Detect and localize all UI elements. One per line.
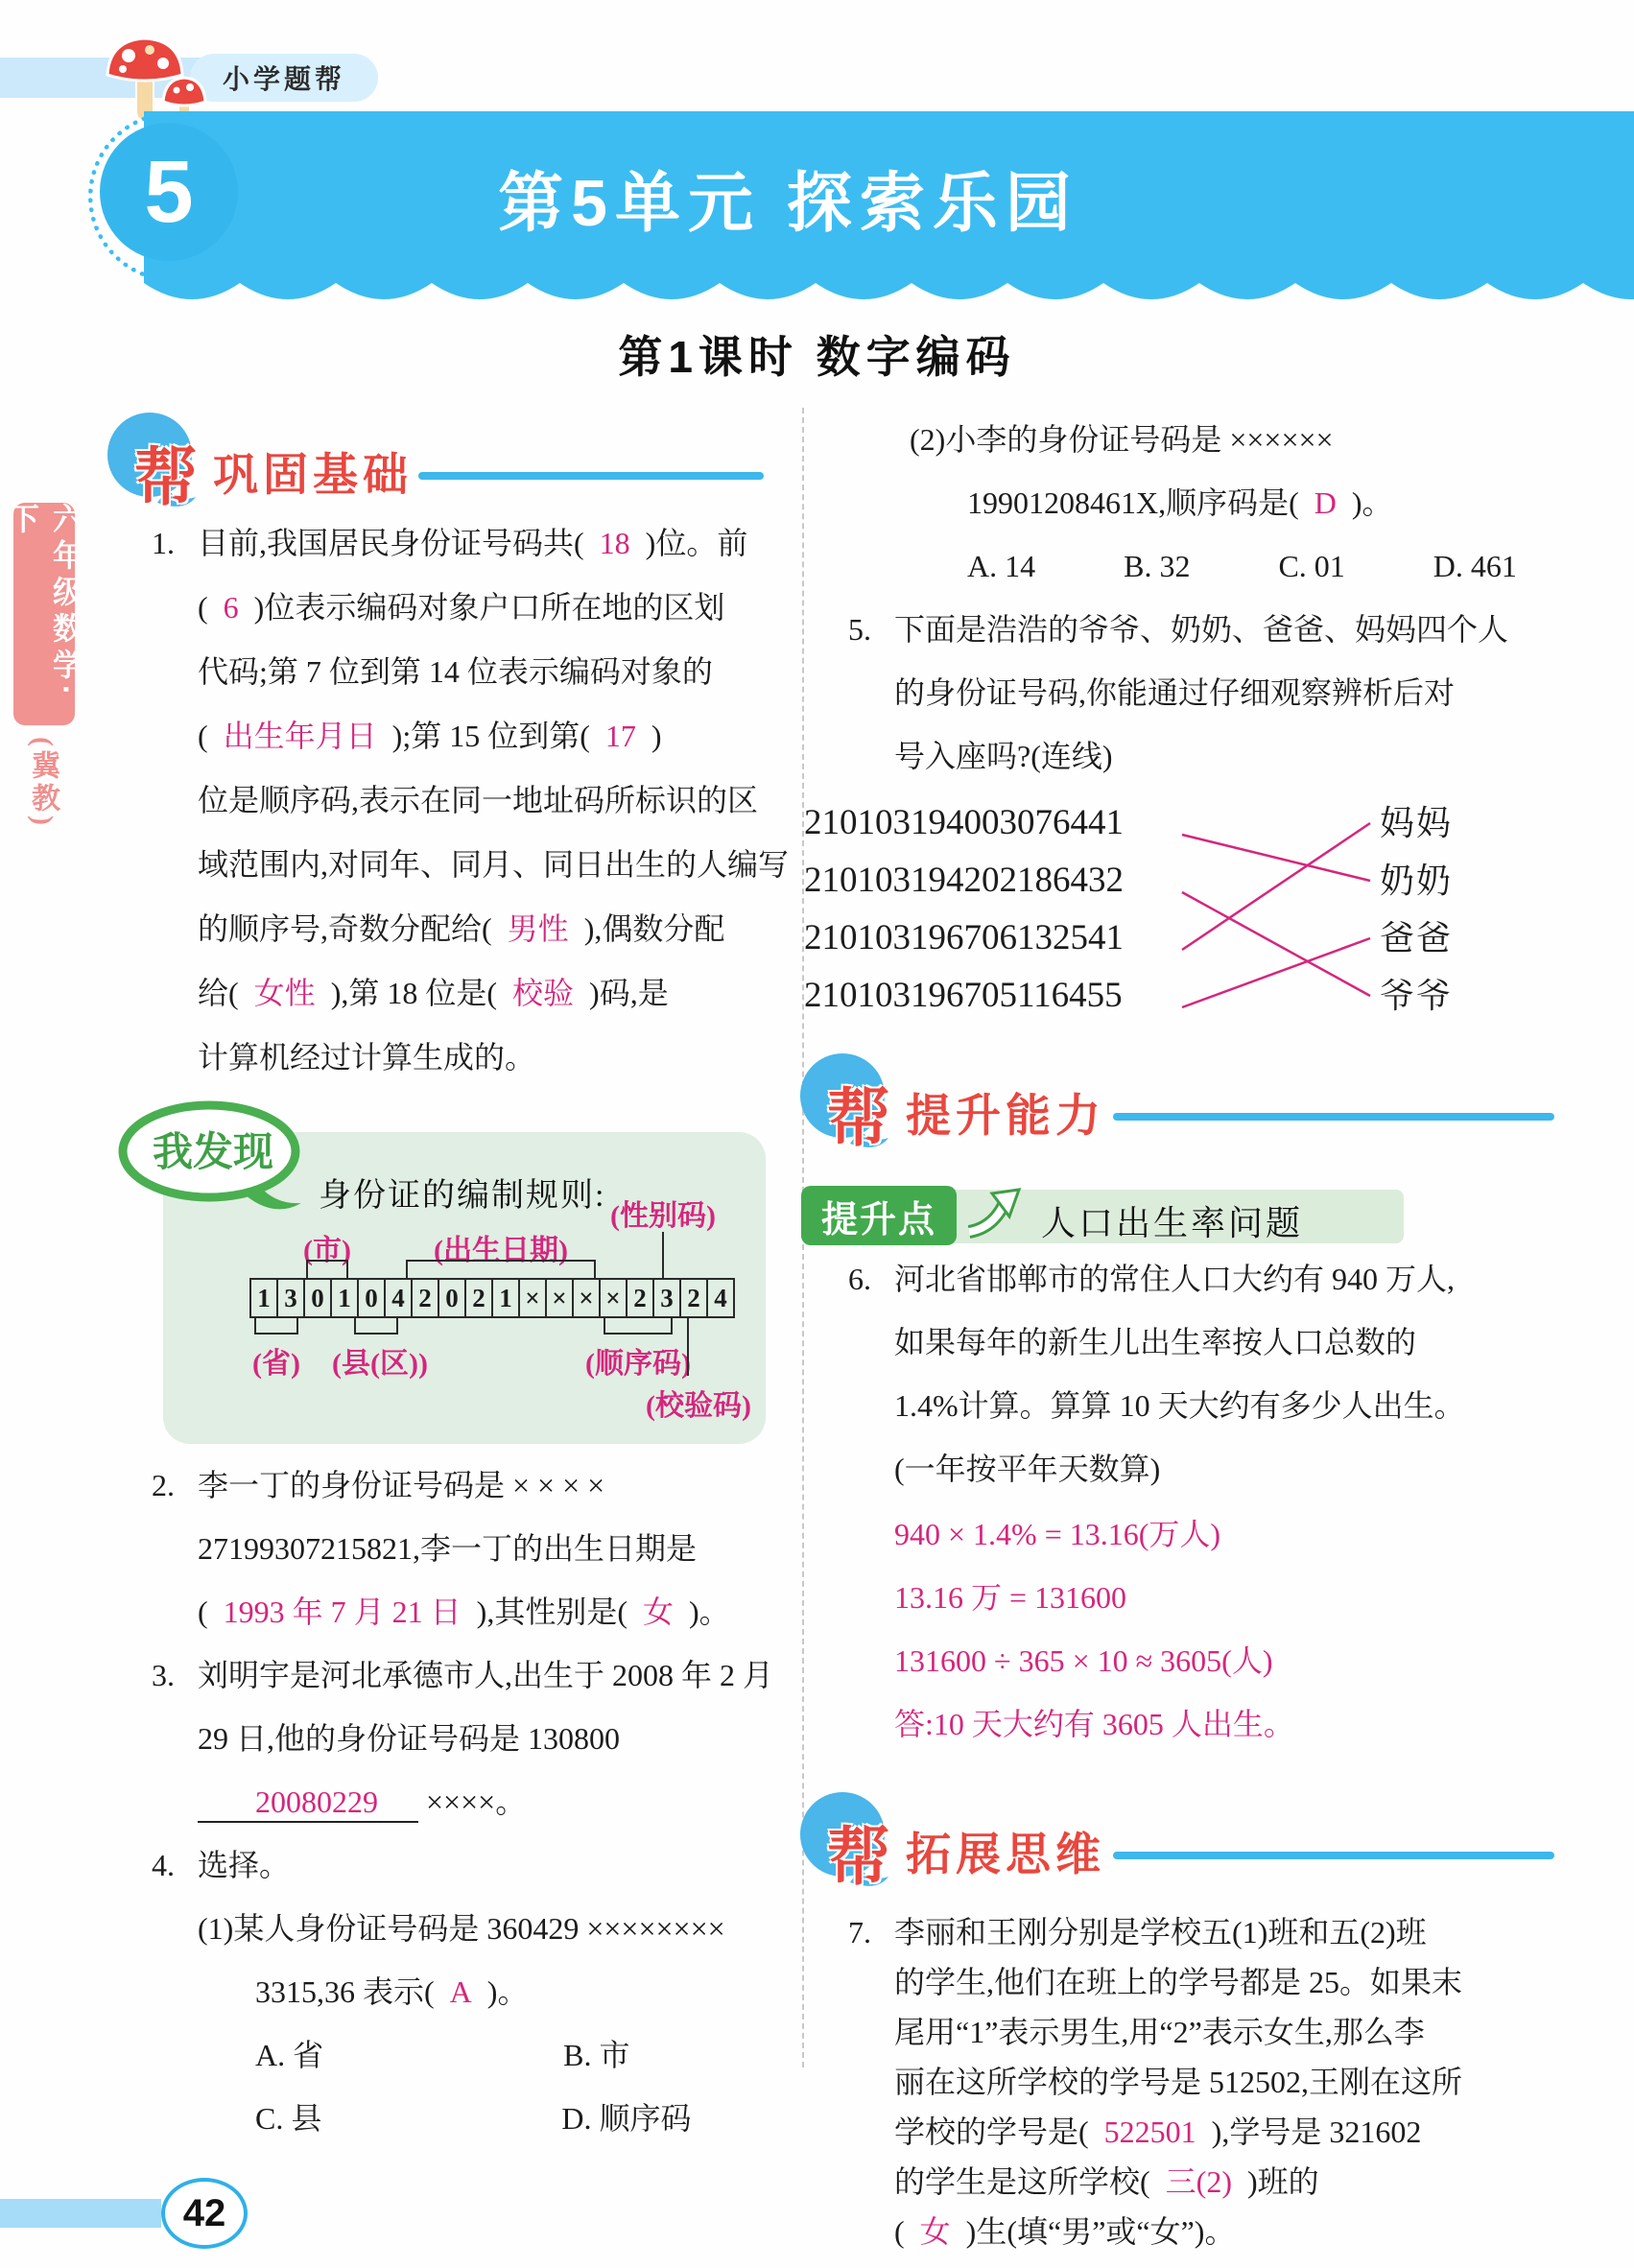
text-line: 1.4%计算。算算 10 天大约有多少人出生。 xyxy=(894,1388,1465,1423)
id-digit-cell: 2 xyxy=(411,1278,439,1318)
section3-badge: 帮 xyxy=(827,1821,890,1892)
question-5 xyxy=(848,598,1604,788)
id-digit-cell: × xyxy=(599,1278,628,1318)
id-digit-cell: 2 xyxy=(626,1278,654,1318)
question-6 xyxy=(848,1247,1604,1500)
id-digit-cell: 3 xyxy=(276,1278,305,1318)
label-check-code: (校验码) xyxy=(646,1390,751,1422)
footer-strip xyxy=(0,2199,161,2228)
label-county: (县(区)) xyxy=(332,1348,428,1380)
list-item: 210103196706132541 xyxy=(804,918,1124,957)
id-digit-cell: × xyxy=(545,1278,574,1318)
sidebar-grade-label: 六年级数学·下 xyxy=(5,503,83,701)
text-line: 1. 目前,我国居民身份证号码共( 18 )位。前 xyxy=(152,526,748,560)
page-number-badge xyxy=(161,2178,248,2249)
question-4 xyxy=(152,1833,831,2150)
text-line: (一年按平年天数算) xyxy=(894,1452,1161,1486)
banner-wave-edge-icon xyxy=(144,272,1634,310)
boost-tag-label: 提升点 xyxy=(820,1199,936,1240)
question-3 xyxy=(152,1643,831,1833)
text-line: 131600 ÷ 365 × 10 ≈ 3605(人) xyxy=(894,1643,1273,1678)
text-line: 的顺序号,奇数分配给( 男性 ),偶数分配 xyxy=(198,911,725,946)
text-line: 答:10 天大约有 3605 人出生。 xyxy=(894,1707,1294,1741)
question-4-part2 xyxy=(864,408,1620,598)
text-line: C. 县 D. 顺序码 xyxy=(255,2101,692,2136)
id-digit-cell: 4 xyxy=(384,1278,413,1318)
text-line: ( 1993 年 7 月 21 日 ),其性别是( 女 )。 xyxy=(198,1595,730,1629)
sidebar-edition-label: (冀教) xyxy=(27,737,59,829)
lesson-title: 第1课时 数字编码 xyxy=(618,332,1016,382)
text-line: 20080229 ××××。 xyxy=(198,1770,831,1833)
section2-badge: 帮 xyxy=(827,1082,890,1153)
q5-id-list xyxy=(804,794,1124,1025)
text-line: 7. 李丽和王刚分别是学校五(1)班和五(2)班 xyxy=(848,1915,1427,1949)
id-digit-cell: × xyxy=(518,1278,547,1318)
text-line: 2. 李一丁的身份证号码是 × × × × xyxy=(152,1468,605,1502)
text-line: 19901208461X,顺序码是( D )。 xyxy=(967,485,1393,520)
text-line: 位是顺序码,表示在同一地址码所标识的区 xyxy=(198,783,759,817)
text-line: 的身份证号码,你能通过仔细观察辨析后对 xyxy=(894,675,1456,710)
arrow-icon xyxy=(959,1184,1027,1245)
id-digit-cell: 1 xyxy=(249,1278,278,1318)
brand-pill xyxy=(190,54,378,102)
label-serial-code: (顺序码) xyxy=(585,1348,691,1380)
text-line: 4. 选择。 xyxy=(152,1848,291,1882)
text-line: 如果每年的新生儿出生率按人口总数的 xyxy=(894,1325,1417,1359)
discover-bubble-label: 我发现 xyxy=(152,1129,273,1174)
text-line: (1)某人身份证号码是 360429 ×××××××× xyxy=(198,1911,725,1946)
boost-tag xyxy=(801,1186,957,1245)
text-line: 940 × 1.4% = 13.16(万人) xyxy=(894,1517,1221,1551)
question-6-solution xyxy=(848,1502,1604,1756)
text-line: 5. 下面是浩浩的爷爷、奶奶、爸爸、妈妈四个人 xyxy=(848,612,1509,647)
section1-underline xyxy=(418,472,764,480)
text-line: 丽在这所学校的学号是 512502,王刚在这所 xyxy=(894,2065,1463,2099)
section1-badge: 帮 xyxy=(134,441,198,512)
id-digit-cell: 4 xyxy=(706,1278,735,1318)
text-line: 13.16 万 = 131600 xyxy=(894,1580,1127,1615)
section3-underline xyxy=(1113,1852,1554,1859)
id-digit-cell: 1 xyxy=(491,1278,520,1318)
text-line: 6. 河北省邯郸市的常住人口大约有 940 万人, xyxy=(848,1262,1456,1296)
id-digit-cell: × xyxy=(572,1278,601,1318)
section1-title: 巩固基础 xyxy=(213,449,413,500)
text-line: 3. 刘明宇是河北承德市人,出生于 2008 年 2 月 xyxy=(152,1658,774,1692)
discover-caption: 身份证的编制规则: xyxy=(319,1178,606,1214)
text-line: A. 14 B. 32 C. 01 D. 461 xyxy=(967,549,1517,583)
text-line: 号入座吗?(连线) xyxy=(894,739,1113,773)
text-line: ( 女 )生(填“男”或“女”)。 xyxy=(894,2214,1236,2249)
list-item: 210103194202186432 xyxy=(804,861,1124,900)
id-digit-cell: 0 xyxy=(438,1278,466,1318)
unit-banner-title: 第5单元 探索乐园 xyxy=(498,167,1078,240)
text-line: 域范围内,对同年、同月、同日出生的人编写 xyxy=(198,847,790,882)
list-item: 爸爸 xyxy=(1380,919,1454,957)
brand-label: 小学题帮 xyxy=(222,64,345,94)
id-digit-cell: 0 xyxy=(357,1278,386,1318)
text-line: A. 省 B. 市 xyxy=(255,2038,630,2072)
list-item: 210103196705116455 xyxy=(804,976,1123,1015)
text-line: 给( 女性 ),第 18 位是( 校验 )码,是 xyxy=(198,976,669,1010)
sidebar-grade-tab xyxy=(5,503,83,725)
text-line: 27199307215821,李一丁的出生日期是 xyxy=(198,1531,698,1566)
boost-topic-label: 人口出生率问题 xyxy=(1041,1204,1304,1242)
id-digit-cell: 1 xyxy=(330,1278,359,1318)
text-line: 的学生,他们在班上的学号都是 25。如果末 xyxy=(894,1965,1463,1999)
text-line: 3315,36 表示( A )。 xyxy=(255,1974,529,2009)
question-1 xyxy=(152,511,831,1090)
list-item: 210103194003076441 xyxy=(804,803,1124,842)
label-birth-date: (出生日期) xyxy=(434,1235,568,1266)
id-digit-cell: 3 xyxy=(652,1278,681,1318)
unit-badge xyxy=(100,123,238,261)
question-2 xyxy=(152,1453,831,1643)
text-line: (2)小李的身份证号码是 ×××××× xyxy=(910,422,1334,457)
text-line: 代码;第 7 位到第 14 位表示编码对象的 xyxy=(198,654,713,689)
label-city: (市) xyxy=(303,1235,351,1266)
question-7 xyxy=(848,1907,1604,2256)
label-province: (省) xyxy=(252,1348,300,1380)
list-item: 爷爷 xyxy=(1380,977,1454,1015)
id-digit-row xyxy=(251,1278,735,1318)
section2-title: 提升能力 xyxy=(906,1090,1105,1141)
section3-title: 拓展思维 xyxy=(906,1829,1105,1879)
text-line: ( 6 )位表示编码对象户口所在地的区划 xyxy=(198,590,725,625)
text-line: 尾用“1”表示男生,用“2”表示女生,那么李 xyxy=(894,2015,1425,2049)
section2-underline xyxy=(1113,1113,1554,1121)
text-line: 计算机经过计算生成的。 xyxy=(198,1040,536,1075)
id-digit-cell: 2 xyxy=(464,1278,493,1318)
page-number: 42 xyxy=(182,2191,226,2234)
text-line: 学校的学号是( 522501 ),学号是 321602 xyxy=(894,2114,1422,2149)
id-digit-cell: 0 xyxy=(303,1278,332,1318)
unit-number: 5 xyxy=(144,142,194,241)
list-item: 妈妈 xyxy=(1380,804,1454,842)
id-digit-cell: 2 xyxy=(679,1278,708,1318)
list-item: 奶奶 xyxy=(1380,862,1454,900)
text-line: ( 出生年月日 );第 15 位到第( 17 ) xyxy=(198,719,662,753)
label-sex-code: (性别码) xyxy=(610,1200,716,1232)
text-line: 29 日,他的身份证号码是 130800 xyxy=(198,1721,621,1756)
text-line: 的学生是这所学校( 三(2) )班的 xyxy=(894,2164,1319,2199)
q5-name-list xyxy=(1380,794,1453,1025)
